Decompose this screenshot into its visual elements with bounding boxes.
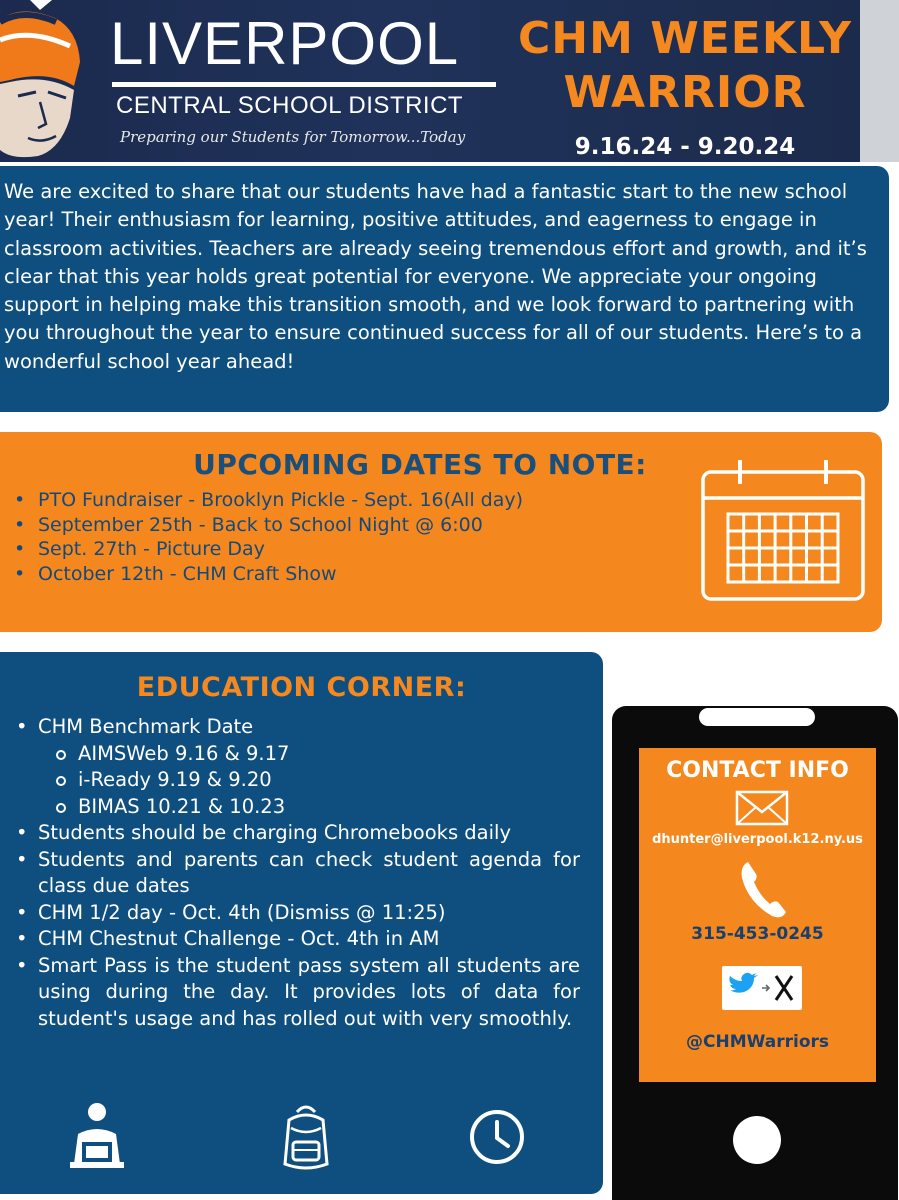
upcoming-dates-heading: UPCOMING DATES TO NOTE:: [193, 448, 647, 481]
contact-phone-link[interactable]: 315-453-0245: [691, 924, 824, 944]
list-item: • Students should be charging Chromebooks daily: [14, 820, 580, 847]
contact-info-title: CONTACT INFO: [666, 758, 849, 783]
list-item: • CHM Chestnut Challenge - Oct. 4th in AM: [14, 926, 580, 953]
list-item: • Students and parents can check student agenda for class due dates: [14, 847, 580, 900]
benchmark-title: CHM Benchmark Date: [38, 715, 254, 738]
social-handle-link[interactable]: @CHMWarriors: [685, 1032, 829, 1052]
district-tagline: Preparing our Students for Tomorrow...Today: [120, 128, 466, 146]
warrior-mascot-icon: [0, 0, 100, 162]
logo-divider: [112, 82, 496, 87]
phone-speaker: [699, 708, 815, 726]
list-item: • Smart Pass is the student pass system all students are using during the day. It provides lots of data for student's usage and has rolled out with very smoothly.: [14, 953, 580, 1033]
district-name: LIVERPOOL: [110, 10, 460, 77]
phone-icon: [738, 858, 788, 920]
header-edge-strip: [860, 0, 899, 162]
clock-icon: [466, 1102, 528, 1172]
phone-home-button: [733, 1116, 781, 1164]
list-item: • Sept. 27th - Picture Day: [14, 537, 664, 562]
sub-list-item: BIMAS 10.21 & 10.23: [38, 794, 580, 821]
list-item: • CHM 1/2 day - Oct. 4th (Dismiss @ 11:25): [14, 900, 580, 927]
list-item: • PTO Fundraiser - Brooklyn Pickle - Sept. 16(All day): [14, 488, 664, 513]
student-at-desk-icon: [66, 1102, 128, 1172]
district-subtitle: CENTRAL SCHOOL DISTRICT: [116, 92, 464, 119]
backpack-icon: [275, 1102, 337, 1172]
benchmark-sublist: [38, 741, 580, 821]
calendar-icon: [700, 458, 866, 602]
header-banner: [0, 0, 860, 162]
sub-list-item: i-Ready 9.19 & 9.20: [38, 767, 580, 794]
list-item: • October 12th - CHM Craft Show: [14, 562, 664, 587]
intro-text: We are excited to share that our students have had a fantastic start to the new school year! Their enthusiasm for learning, positive attitudes, and eagerness to engage in classroom activities. Teachers are already seeing tremendous effort and growth, and it’s clear that this year holds great potential for everyone. We appreciate your ongoing support in helping make this transition smooth, and we look forward to partnering with you throughout the year to ensure continued success for all of our students. Here’s to a wonderful school year ahead!: [4, 180, 867, 373]
list-item: [14, 714, 580, 820]
sub-list-item: AIMSWeb 9.16 & 9.17: [38, 741, 580, 768]
contact-email-link[interactable]: dhunter@liverpool.k12.ny.us: [652, 832, 863, 847]
twitter-x-icon: [722, 966, 802, 1010]
list-item: • September 25th - Back to School Night @ 6:00: [14, 513, 664, 538]
social-media-badge[interactable]: [722, 966, 802, 1010]
envelope-icon: [735, 790, 789, 826]
week-range: 9.16.24 - 9.20.24: [574, 134, 796, 160]
education-corner-list: [14, 714, 580, 1032]
education-corner-heading: EDUCATION CORNER:: [136, 672, 467, 703]
newsletter-title: CHM WEEKLY WARRIOR: [517, 13, 852, 118]
upcoming-dates-list: [14, 488, 664, 586]
